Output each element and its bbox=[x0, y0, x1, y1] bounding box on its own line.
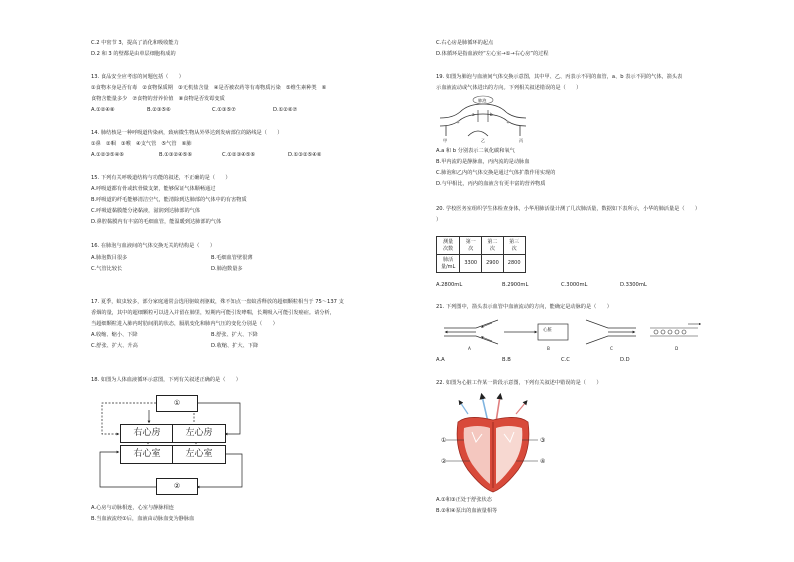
q13-stem: 13. 食品安全应考虑的问题包括（ ） bbox=[91, 74, 184, 80]
q18-box-2 bbox=[156, 478, 198, 495]
q17-option-d: D.收缩、扩大、下降 bbox=[211, 343, 259, 349]
q14-option-d: D.①③②⑤④⑥ bbox=[288, 152, 322, 158]
table-cell: 第二次 bbox=[482, 237, 504, 255]
q20-option-c: C.3000mL bbox=[561, 282, 588, 288]
q12-option-d: D.2 和 3 的壁都是由单层细胞构成的 bbox=[91, 51, 176, 57]
q19-line1: 19. 如图为肺泡与血液间气体交换示意图，其中甲、乙、丙表示不同的血管，a、b 表示不同的气体，箭头表 bbox=[436, 74, 683, 80]
q22-marker-4: ④ bbox=[540, 458, 546, 465]
q17-line1: 17. 夏季，蚊虫较多，部分家庭通常会选用驱蚊剂驱蚊，殊不知点一盘蚊香释放的超细颗粒相当于 75～137 支 bbox=[91, 299, 344, 305]
q14-stem: 14. 肺结核是一种呼吸道传染病，致病微生物从外界达到发病部位的路线是（ ） bbox=[91, 130, 283, 136]
q15-stem: 15. 下列有关呼吸道结构与功能的叙述，不正确的是（ ） bbox=[91, 175, 231, 181]
table-row bbox=[437, 255, 526, 273]
q18-stem: 18. 如图为人体血液循环示意图，下列有关叙述正确的是（ ） bbox=[91, 377, 241, 383]
q19-option-a: A.a 和 b 分别表示二氧化碳和氧气 bbox=[436, 148, 515, 154]
q13-option-d: D.①②⑥⑦ bbox=[273, 107, 298, 113]
q21-vessel-figures bbox=[436, 318, 706, 354]
table-cell: 3300 bbox=[460, 255, 482, 273]
q14-line1: ①鼻 ②咽 ③喉 ④支气管 ⑤气管 ⑥肺 bbox=[91, 141, 192, 147]
q21-stem: 21. 下列图中，箭头表示血管中血液流动的方向，能确定是动脉的是（ ） bbox=[436, 304, 612, 310]
q21-fig-d-label: D bbox=[675, 346, 679, 351]
q16-option-d: D.肺泡数量多 bbox=[211, 266, 243, 272]
q16-stem: 16. 在肺泡与血液间的气体交换无关的结构是（ ） bbox=[91, 243, 216, 249]
q22-marker-1: ① bbox=[441, 437, 447, 444]
q21-option-d: D.D bbox=[620, 357, 630, 363]
q15-option-c: C.呼吸道黏膜能分泌黏液，滋润到达肺部的气体 bbox=[91, 208, 201, 214]
q19-option-c: C.肺泡和乙内的气体交换是通过气体扩散作用实现的 bbox=[436, 170, 556, 176]
q19-label-b: b bbox=[490, 112, 493, 117]
q22-option-a: A.①和③正处于舒张状态 bbox=[436, 497, 492, 503]
q21-fig-c-label: C bbox=[610, 346, 613, 351]
q20-stem: 20. 学校医务室组织学生体检查身体，小华用肺活量计测了几次肺活量，数据如下表所示，小华的肺活量是（ ） bbox=[436, 206, 701, 212]
q16-option-c: C.气管比较长 bbox=[91, 266, 123, 272]
q19-line2: 示血液流动或气体进出的方向。下列相关叙述错误的是（ ） bbox=[436, 85, 582, 91]
q22-marker-2: ② bbox=[441, 458, 447, 465]
q18-left-atrium-label: 左心房 bbox=[185, 427, 213, 438]
q13-option-a: A.①②④⑧ bbox=[91, 107, 115, 113]
table-cell: 2800 bbox=[503, 255, 525, 273]
q19-option-b: B.甲内流的是静脉血，丙内流的是动脉血 bbox=[436, 159, 530, 165]
q20-stem-end: ） bbox=[436, 217, 442, 223]
q22-option-b: B.②和④泵出的血液量相等 bbox=[436, 508, 498, 514]
q18-option-d: D.体循环是指血液经“左心室→①→右心房”的过程 bbox=[436, 51, 549, 57]
q18-left-ventricle-label: 左心室 bbox=[185, 448, 213, 459]
q18-box-1 bbox=[156, 395, 198, 412]
q21-option-a: A.A bbox=[436, 357, 445, 363]
q14-option-c: C.①②③④⑤⑥ bbox=[222, 152, 256, 158]
q17-line3: 当超细颗粒进入肺内时肋间肌的状态，膈肌变化和肺内气压的变化分别是（ ） bbox=[91, 321, 278, 327]
q20-option-d: D.3300mL bbox=[620, 282, 647, 288]
q18-left-ventricle bbox=[172, 445, 226, 464]
q18-box-1-label: ① bbox=[173, 399, 181, 408]
q17-option-c: C.舒张、扩大、升高 bbox=[91, 343, 138, 349]
q15-option-a: A.呼吸道都有骨或软骨做支架，能够保证气体顺畅通过 bbox=[91, 186, 216, 192]
q18-box-2-label: ② bbox=[173, 482, 181, 491]
q15-option-d: D.鼻腔黏膜内有丰富的毛细血管，能温暖到达肺部的气体 bbox=[91, 219, 222, 225]
q21-option-b: B.B bbox=[502, 357, 511, 363]
q14-option-b: B.①③②④⑤⑥ bbox=[159, 152, 193, 158]
q20-option-b: B.2900mL bbox=[502, 282, 529, 288]
q19-alveolus-label: 肺泡 bbox=[478, 98, 487, 103]
q21-fig-a-label: A bbox=[468, 346, 471, 351]
q13-line1: ①食物本身是否有毒 ②食物保质期 ③无机盐含量 ④是否被农药等有毒物质污染 ⑤维生素种类 ⑥ bbox=[91, 85, 327, 91]
q13-option-c: C.①③⑤⑦ bbox=[212, 107, 236, 113]
q13-line2: 食物含能量多少 ⑦食物的营养价值 ⑧食物是否发霉变质 bbox=[91, 96, 225, 102]
q18-right-ventricle-label: 右心室 bbox=[133, 448, 161, 459]
q20-table bbox=[436, 236, 526, 273]
q15-option-b: B.呼吸道的纤毛能够清洁空气，能清除到达肺部的气体中的有害物质 bbox=[91, 197, 247, 203]
q20-option-a: A.2800mL bbox=[436, 282, 463, 288]
q18-right-ventricle bbox=[120, 445, 174, 464]
q17-option-a: A.收缩、缩小、下降 bbox=[91, 332, 138, 338]
q18-option-a: A.心房与动脉相连，心室与静脉相连 bbox=[91, 505, 174, 511]
q17-line2: 香烟的量，其中的超细颗粒可以进入并留在肺里，短期内可能引发哮喘，长期吸入可能引发癌症。请分析， bbox=[91, 310, 335, 316]
q18-right-atrium-label: 右心房 bbox=[133, 427, 161, 438]
table-cell: 2900 bbox=[482, 255, 504, 273]
q18-option-c: C.右心房是肺循环的起点 bbox=[436, 40, 494, 46]
q18-option-b: B.当血液流经①后，血液由动脉血变为静脉血 bbox=[91, 516, 195, 522]
table-cell: 肺活量/mL bbox=[437, 255, 460, 273]
q18-right-atrium bbox=[120, 424, 174, 443]
q19-label-yi: 乙 bbox=[481, 138, 486, 143]
q16-option-a: A.肺泡数目很多 bbox=[91, 255, 128, 261]
q19-label-bing: 丙 bbox=[519, 138, 524, 143]
table-cell: 测量次数 bbox=[437, 237, 460, 255]
q21-fig-b-label: B bbox=[547, 346, 550, 351]
table-cell: 第一次 bbox=[460, 237, 482, 255]
table-cell: 第三次 bbox=[503, 237, 525, 255]
table-row bbox=[437, 237, 526, 255]
q19-label-a: a bbox=[472, 112, 475, 117]
q16-option-b: B.毛细血管壁很薄 bbox=[211, 255, 253, 261]
q22-stem: 22. 如图为心脏工作某一阶段示意图，下列有关叙述中错误的是（ ） bbox=[436, 380, 602, 386]
q21-option-c: C.C bbox=[561, 357, 570, 363]
q17-option-b: B.舒张、扩大、下降 bbox=[211, 332, 258, 338]
q12-option-c: C.2 中密节 3，提高了消化和吸收能力 bbox=[91, 40, 179, 46]
q13-option-b: B.②③⑤⑥ bbox=[147, 107, 171, 113]
q18-left-atrium bbox=[172, 424, 226, 443]
q14-option-a: A.①②③⑤④⑥ bbox=[91, 152, 125, 158]
q19-label-jia: 甲 bbox=[443, 138, 448, 143]
q22-marker-3: ③ bbox=[540, 437, 546, 444]
q22-heart-diagram bbox=[438, 392, 548, 494]
q19-option-d: D.与甲相比，丙内的血液含有更丰富的营养物质 bbox=[436, 181, 546, 187]
q21-heart-label: 心脏 bbox=[543, 328, 552, 333]
